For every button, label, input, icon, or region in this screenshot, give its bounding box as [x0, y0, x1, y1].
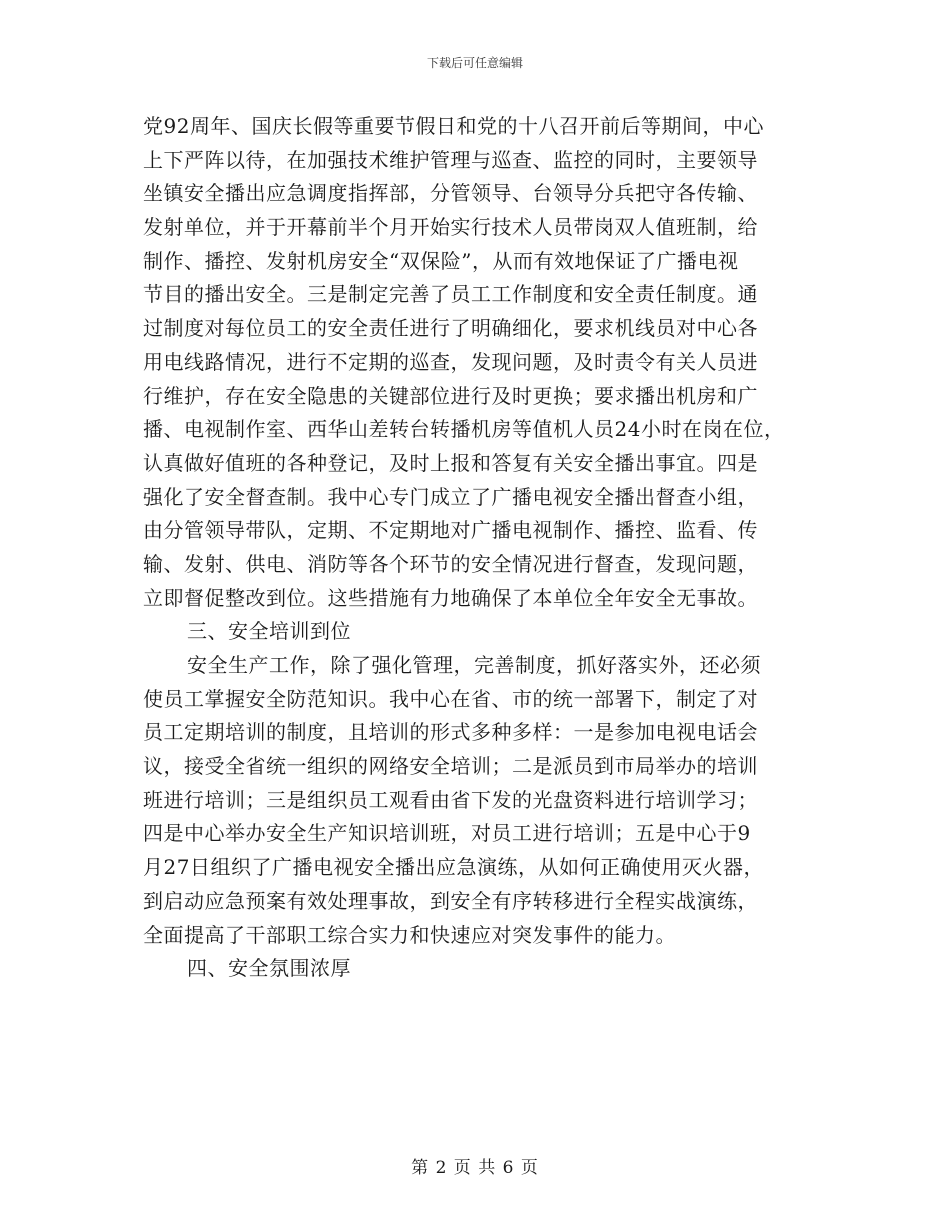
paragraph-line: 议，接受全省统一组织的网络安全培训；二是派员到市局举办的培训	[143, 754, 758, 779]
paragraph-line: 输、发射、供电、消防等各个环节的安全情况进行督查，发现问题，	[143, 551, 758, 576]
paragraph-line: 四是中心举办安全生产知识培训班，对员工进行培训；五是中心于9	[143, 821, 751, 846]
paragraph-line: 用电线路情况，进行不定期的巡查，发现问题，及时责令有关人员进	[143, 349, 758, 374]
paragraph-line: 播、电视制作室、西华山差转台转播机房等值机人员24小时在岗在位，	[143, 417, 785, 442]
paragraph-line: 月27日组织了广播电视安全播出应急演练，从如何正确使用灭火器，	[143, 855, 764, 880]
paragraph-line: 行维护，存在安全隐患的关键部位进行及时更换；要求播出机房和广	[143, 383, 758, 408]
paragraph-line: 党92周年、国庆长假等重要节假日和党的十八召开前后等期间，中心	[143, 114, 764, 138]
paragraph-line: 全面提高了干部职工综合实力和快速应对突发事件的能力。	[143, 922, 676, 947]
paragraph-line: 强化了安全督查制。我中心专门成立了广播电视安全播出督查小组，	[143, 484, 758, 509]
paragraph-line-indented: 安全生产工作，除了强化管理，完善制度，抓好落实外，还必须	[187, 653, 761, 677]
paragraph-line-indented: 四、安全氛围浓厚	[187, 956, 351, 981]
page-footer: 第 2 页 共 6 页	[411, 1158, 539, 1178]
paragraph-line: 到启动应急预案有效处理事故，到安全有序转移进行全程实战演练，	[143, 888, 758, 913]
paragraph-line: 发射单位，并于开幕前半个月开始实行技术人员带岗双人值班制，给	[143, 215, 758, 240]
paragraph-line-indented: 三、安全培训到位	[187, 619, 351, 644]
paragraph-line: 制作、播控、发射机房安全“双保险”，从而有效地保证了广播电视	[143, 248, 739, 273]
paragraph-line: 过制度对每位员工的安全责任进行了明确细化，要求机线员对中心各	[143, 316, 758, 341]
paragraph-line: 节目的播出安全。三是制定完善了员工工作制度和安全责任制度。通	[143, 282, 758, 307]
paragraph-line: 员工定期培训的制度，且培训的形式多种多样：一是参加电视电话会	[143, 720, 758, 745]
paragraph-line: 坐镇安全播出应急调度指挥部，分管领导、台领导分兵把守各传输、	[143, 181, 758, 206]
paragraph-line: 上下严阵以待，在加强技术维护管理与巡查、监控的同时，主要领导	[143, 147, 758, 172]
paragraph-line: 由分管领导带队，定期、不定期地对广播电视制作、播控、监看、传	[143, 518, 758, 543]
page-header: 下载后可任意编辑	[426, 56, 523, 70]
paragraph-line: 班进行培训；三是组织员工观看由省下发的光盘资料进行培训学习；	[143, 787, 758, 812]
paragraph-line: 立即督促整改到位。这些措施有力地确保了本单位全年安全无事故。	[143, 585, 758, 610]
paragraph-line: 使员工掌握安全防范知识。我中心在省、市的统一部署下，制定了对	[143, 686, 758, 711]
paragraph-line: 认真做好值班的各种登记，及时上报和答复有关安全播出事宜。四是	[143, 450, 758, 475]
document-body	[143, 110, 815, 986]
